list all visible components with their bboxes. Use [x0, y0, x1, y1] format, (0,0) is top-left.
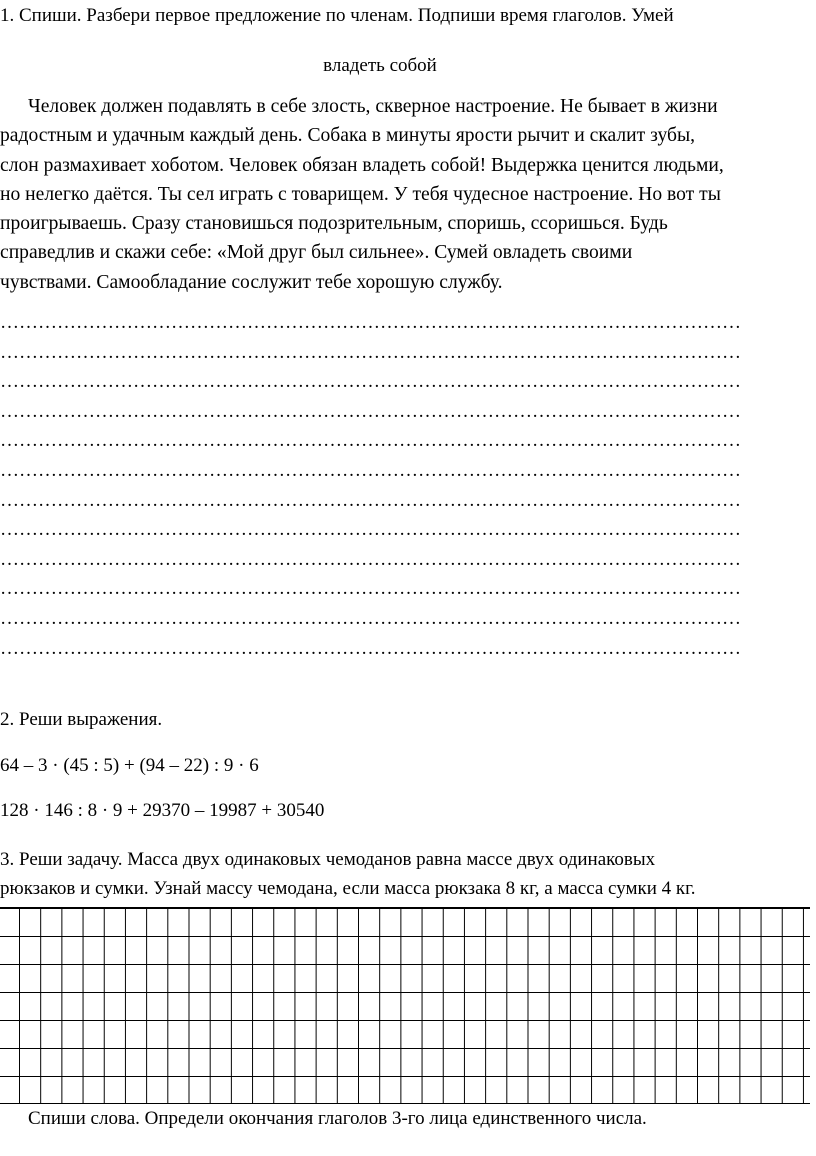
- dotted-line: ………………………………………………………………………………………………………: [0, 489, 741, 511]
- dotted-line: ………………………………………………………………………………………………………: [0, 341, 741, 363]
- task4-title: Спиши слова. Определи окончания глаголов 3-го лица единственного числа.: [28, 1108, 647, 1129]
- dotted-line: ………………………………………………………………………………………………………: [0, 607, 741, 629]
- answer-grid: [0, 907, 810, 1104]
- dotted-line: ………………………………………………………………………………………………………: [0, 578, 741, 600]
- dotted-line: ………………………………………………………………………………………………………: [0, 459, 741, 481]
- task3-line-1: 3. Реши задачу. Масса двух одинаковых чемоданов равна массе двух одинаковых: [0, 849, 656, 870]
- answer-lines: [0, 308, 816, 663]
- text-line: слон размахивает хоботом. Человек обязан владеть собой! Выдержка ценится людьми,: [0, 154, 724, 176]
- text-line: проигрываешь. Сразу становишься подозрительным, споришь, ссоришься. Будь: [0, 213, 668, 235]
- text-line: справедлив и скажи себе: «Мой друг был сильнее». Сумей овладеть своими: [0, 242, 633, 264]
- text-line: но нелегко даётся. Ты сел играть с товарищем. У тебя чудесное настроение. Но вот ты: [0, 183, 721, 205]
- dotted-line: ………………………………………………………………………………………………………: [0, 548, 741, 570]
- dotted-line: ………………………………………………………………………………………………………: [0, 400, 741, 422]
- dotted-line: ………………………………………………………………………………………………………: [0, 637, 741, 659]
- task3-line-2: рюкзаков и сумки. Узнай массу чемодана, если масса рюкзака 8 кг, а масса сумки 4 кг.: [0, 878, 696, 899]
- text-line: чувствами. Самообладание сослужит тебе хорошую службу.: [0, 271, 503, 293]
- text-line: Человек должен подавлять в себе злость, скверное настроение. Не бывает в жизни: [28, 96, 718, 117]
- expression-1: 64 – 3 · (45 : 5) + (94 – 22) : 9 · 6: [0, 755, 259, 776]
- text-title: владеть собой: [323, 55, 437, 76]
- dotted-line: ………………………………………………………………………………………………………: [0, 312, 741, 333]
- dotted-line: ………………………………………………………………………………………………………: [0, 371, 741, 393]
- dotted-line: ………………………………………………………………………………………………………: [0, 430, 741, 452]
- dotted-line: ………………………………………………………………………………………………………: [0, 519, 741, 541]
- task1-text: [0, 92, 816, 297]
- expression-2: 128 · 146 : 8 · 9 + 29370 – 19987 + 30540: [0, 800, 325, 821]
- text-line: радостным и удачным каждый день. Собака в минуты ярости рычит и скалит зубы,: [0, 125, 696, 147]
- grid-bottom-border: [0, 1103, 810, 1104]
- task2-title: 2. Реши выражения.: [0, 709, 163, 730]
- task1-title: 1. Спиши. Разбери первое предложение по членам. Подпиши время глаголов. Умей: [0, 5, 674, 26]
